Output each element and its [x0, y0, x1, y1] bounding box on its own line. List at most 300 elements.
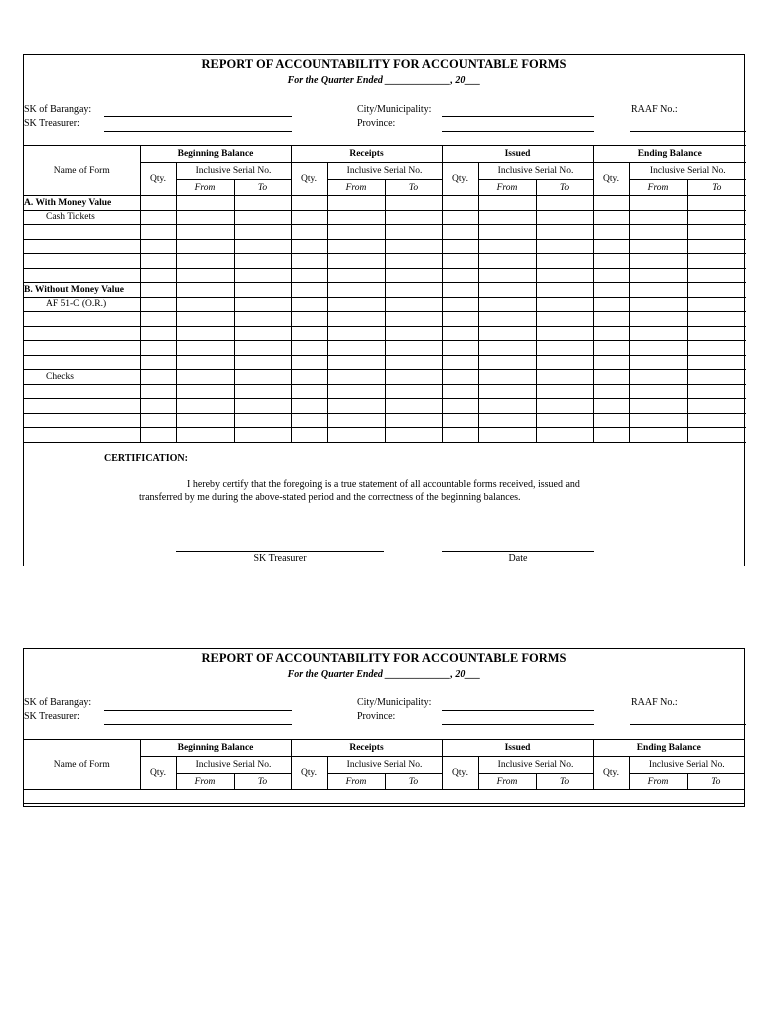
table-cell[interactable] [629, 312, 687, 327]
sk-barangay-field[interactable] [104, 116, 292, 117]
table-cell[interactable] [687, 210, 746, 225]
table-cell[interactable] [536, 399, 593, 414]
table-cell[interactable] [536, 239, 593, 254]
table-cell[interactable] [478, 210, 536, 225]
table-cell[interactable] [593, 283, 629, 298]
table-cell[interactable] [385, 225, 442, 240]
table-cell[interactable] [687, 413, 746, 428]
form-name-cell[interactable] [24, 254, 140, 269]
table-cell[interactable] [536, 370, 593, 385]
table-cell[interactable] [234, 196, 291, 211]
inclusive-serial-header: Inclusive Serial No. [327, 757, 442, 774]
table-cell[interactable] [327, 283, 385, 298]
table-cell[interactable] [687, 196, 746, 211]
table-cell[interactable] [327, 413, 385, 428]
form-name-cell[interactable]: AF 51-C (O.R.) [24, 297, 140, 312]
to-header: To [687, 774, 744, 790]
table-cell[interactable] [140, 370, 176, 385]
date-signature-label: Date [508, 553, 528, 564]
qty-header: Qty. [140, 757, 176, 790]
table-cell[interactable] [327, 428, 385, 443]
from-header: From [176, 180, 234, 196]
sk-treasurer-label: SK Treasurer: [24, 711, 80, 722]
inclusive-serial-header: Inclusive Serial No. [176, 757, 291, 774]
table-cell[interactable] [536, 196, 593, 211]
issued-header: Issued [442, 740, 593, 757]
table-cell[interactable] [327, 254, 385, 269]
to-header: To [234, 774, 291, 790]
table-cell[interactable] [629, 355, 687, 370]
table-cell[interactable] [385, 312, 442, 327]
form-name-cell[interactable]: Cash Tickets [24, 210, 140, 225]
table-cell[interactable] [593, 239, 629, 254]
table-cell[interactable] [536, 428, 593, 443]
table-cell[interactable] [442, 268, 478, 283]
table-cell[interactable] [442, 297, 478, 312]
form-name-cell[interactable] [24, 268, 140, 283]
table-cell[interactable] [327, 399, 385, 414]
table-cell[interactable] [176, 254, 234, 269]
table-cell[interactable] [442, 384, 478, 399]
table-cell[interactable] [536, 283, 593, 298]
table-row[interactable] [24, 428, 746, 443]
beginning-balance-header: Beginning Balance [140, 740, 291, 757]
table-cell[interactable] [478, 268, 536, 283]
table-cell[interactable] [442, 254, 478, 269]
table-cell[interactable] [234, 413, 291, 428]
table-cell[interactable] [385, 384, 442, 399]
table-cell[interactable] [140, 254, 176, 269]
table-row[interactable] [24, 268, 746, 283]
form-name-cell[interactable] [24, 413, 140, 428]
table-cell[interactable] [327, 370, 385, 385]
table-cell[interactable] [478, 341, 536, 356]
table-cell[interactable] [478, 428, 536, 443]
form-name-cell[interactable] [24, 341, 140, 356]
table-cell[interactable] [176, 312, 234, 327]
issued-header: Issued [442, 146, 593, 163]
table-cell[interactable] [687, 312, 746, 327]
table-cell[interactable] [536, 210, 593, 225]
table-cell[interactable] [327, 355, 385, 370]
date-signature-line[interactable] [442, 551, 594, 552]
form-name-cell[interactable]: Checks [24, 370, 140, 385]
table-cell[interactable] [176, 355, 234, 370]
table-cell[interactable] [140, 268, 176, 283]
qty-header: Qty. [442, 757, 478, 790]
table-cell[interactable] [176, 326, 234, 341]
province-label: Province: [357, 118, 396, 129]
table-cell[interactable] [176, 283, 234, 298]
table-cell[interactable] [291, 297, 327, 312]
report-form-2 [23, 648, 745, 807]
table-cell[interactable] [687, 254, 746, 269]
table-cell[interactable] [629, 384, 687, 399]
table-cell[interactable] [234, 254, 291, 269]
form-name-cell[interactable]: B. Without Money Value [24, 283, 140, 298]
table-row[interactable] [24, 341, 746, 356]
table-cell[interactable] [291, 268, 327, 283]
sk-treasurer-signature-label: SK Treasurer [253, 553, 307, 564]
table-cell[interactable] [442, 370, 478, 385]
table-cell[interactable] [478, 225, 536, 240]
table-cell[interactable] [140, 384, 176, 399]
to-header: To [385, 774, 442, 790]
table-row[interactable] [24, 384, 746, 399]
form-name-cell[interactable]: A. With Money Value [24, 196, 140, 211]
table-cell[interactable] [140, 283, 176, 298]
table-cell[interactable] [234, 210, 291, 225]
table-cell[interactable] [536, 355, 593, 370]
table-cell[interactable] [176, 268, 234, 283]
table-row[interactable] [24, 790, 744, 804]
sk-barangay-field[interactable] [104, 710, 292, 711]
table-cell[interactable] [478, 384, 536, 399]
form-name-cell[interactable] [24, 225, 140, 240]
form-name-cell[interactable] [24, 384, 140, 399]
table-cell[interactable] [234, 283, 291, 298]
table-cell[interactable] [327, 225, 385, 240]
table-cell[interactable] [478, 297, 536, 312]
from-header: From [176, 774, 234, 790]
table-cell[interactable] [176, 196, 234, 211]
table-cell[interactable] [291, 370, 327, 385]
table-cell[interactable] [478, 239, 536, 254]
table-cell[interactable] [385, 196, 442, 211]
table-cell[interactable] [478, 326, 536, 341]
qty-header: Qty. [291, 757, 327, 790]
table-cell[interactable] [291, 341, 327, 356]
city-field[interactable] [442, 710, 594, 711]
table-cell[interactable] [536, 254, 593, 269]
form-subtitle: For the Quarter Ended _____________, 20___ [287, 669, 481, 680]
table-cell[interactable] [385, 297, 442, 312]
certification-text [139, 479, 629, 504]
table-cell[interactable] [536, 225, 593, 240]
table-cell[interactable] [140, 239, 176, 254]
form-title: REPORT OF ACCOUNTABILITY FOR ACCOUNTABLE FORMS [201, 651, 567, 665]
table-cell[interactable] [291, 384, 327, 399]
table-cell[interactable] [593, 413, 629, 428]
table-cell[interactable] [234, 297, 291, 312]
table-cell[interactable] [687, 384, 746, 399]
table-row[interactable] [24, 413, 746, 428]
table-cell[interactable] [629, 268, 687, 283]
table-cell[interactable] [536, 384, 593, 399]
table-cell[interactable] [593, 428, 629, 443]
form-name-cell[interactable] [24, 326, 140, 341]
table-cell[interactable] [140, 225, 176, 240]
table-cell[interactable] [629, 399, 687, 414]
table-cell[interactable] [176, 370, 234, 385]
table-cell[interactable] [385, 210, 442, 225]
table-cell[interactable] [629, 283, 687, 298]
accountability-table [24, 739, 744, 804]
table-cell[interactable] [327, 268, 385, 283]
table-cell[interactable] [234, 268, 291, 283]
table-cell[interactable] [442, 239, 478, 254]
form-name-cell[interactable] [24, 312, 140, 327]
table-cell[interactable] [385, 326, 442, 341]
table-cell[interactable] [687, 399, 746, 414]
table-cell[interactable] [593, 297, 629, 312]
table-cell[interactable] [442, 341, 478, 356]
table-cell[interactable] [327, 326, 385, 341]
from-header: From [327, 774, 385, 790]
table-cell[interactable] [629, 341, 687, 356]
table-cell[interactable] [234, 341, 291, 356]
table-cell[interactable] [442, 413, 478, 428]
table-cell[interactable] [593, 384, 629, 399]
beginning-balance-header: Beginning Balance [140, 146, 291, 163]
table-cell[interactable] [687, 355, 746, 370]
table-cell[interactable] [442, 355, 478, 370]
certification-heading: CERTIFICATION: [104, 453, 188, 464]
province-field[interactable] [442, 724, 594, 725]
table-cell[interactable] [478, 196, 536, 211]
row-checks[interactable] [24, 370, 746, 385]
table-cell[interactable] [291, 283, 327, 298]
table-cell[interactable] [442, 283, 478, 298]
qty-header: Qty. [593, 163, 629, 196]
table-cell[interactable] [327, 239, 385, 254]
table-cell[interactable] [687, 239, 746, 254]
inclusive-serial-header: Inclusive Serial No. [327, 163, 442, 180]
table-row[interactable] [24, 225, 746, 240]
table-cell[interactable] [442, 399, 478, 414]
table-cell[interactable] [176, 210, 234, 225]
table-cell[interactable] [593, 254, 629, 269]
table-cell[interactable] [536, 268, 593, 283]
table-row[interactable] [24, 355, 746, 370]
table-cell[interactable] [140, 297, 176, 312]
sk-barangay-label: SK of Barangay: [24, 697, 92, 708]
table-cell[interactable] [140, 413, 176, 428]
table-cell[interactable] [140, 312, 176, 327]
qty-header: Qty. [593, 757, 629, 790]
table-cell[interactable] [536, 297, 593, 312]
table-cell[interactable] [234, 225, 291, 240]
sk-treasurer-label: SK Treasurer: [24, 118, 80, 129]
table-cell[interactable] [687, 268, 746, 283]
table-cell[interactable] [140, 355, 176, 370]
raaf-field[interactable] [630, 724, 746, 725]
table-cell[interactable] [327, 196, 385, 211]
to-header: To [385, 180, 442, 196]
report-form-1 [23, 54, 745, 566]
table-cell[interactable] [291, 413, 327, 428]
from-header: From [327, 180, 385, 196]
form-subtitle: For the Quarter Ended _____________, 20___ [287, 75, 481, 86]
table-cell[interactable] [176, 413, 234, 428]
to-header: To [536, 180, 593, 196]
table-cell[interactable] [291, 225, 327, 240]
table-row[interactable] [24, 326, 746, 341]
row-with-money-value[interactable] [24, 196, 746, 211]
table-cell[interactable] [629, 239, 687, 254]
sk-treasurer-field[interactable] [104, 131, 292, 132]
table-row[interactable] [24, 312, 746, 327]
table-cell[interactable] [291, 196, 327, 211]
table-cell[interactable] [478, 312, 536, 327]
table-cell[interactable] [629, 413, 687, 428]
table-cell[interactable] [234, 326, 291, 341]
table-cell[interactable] [140, 210, 176, 225]
table-cell[interactable] [593, 312, 629, 327]
table-cell[interactable] [140, 428, 176, 443]
from-header: From [629, 180, 687, 196]
table-row[interactable] [24, 399, 746, 414]
table-cell[interactable] [687, 297, 746, 312]
table-cell[interactable] [442, 428, 478, 443]
table-cell[interactable] [536, 326, 593, 341]
table-cell[interactable] [291, 239, 327, 254]
table-cell[interactable] [629, 196, 687, 211]
table-cell[interactable] [140, 341, 176, 356]
table-cell[interactable] [687, 370, 746, 385]
table-cell[interactable] [593, 210, 629, 225]
table-cell[interactable] [687, 326, 746, 341]
table-cell[interactable] [629, 225, 687, 240]
table-cell[interactable] [234, 312, 291, 327]
table-cell[interactable] [327, 341, 385, 356]
table-cell[interactable] [442, 312, 478, 327]
table-cell[interactable] [176, 239, 234, 254]
table-cell[interactable] [385, 355, 442, 370]
table-cell[interactable] [593, 326, 629, 341]
table-cell[interactable] [385, 428, 442, 443]
table-cell[interactable] [291, 326, 327, 341]
table-cell[interactable] [442, 210, 478, 225]
table-cell[interactable] [385, 283, 442, 298]
province-field[interactable] [442, 131, 594, 132]
table-row[interactable] [24, 239, 746, 254]
table-cell[interactable] [629, 297, 687, 312]
table-cell[interactable] [687, 341, 746, 356]
sk-treasurer-field[interactable] [104, 724, 292, 725]
table-cell[interactable] [291, 210, 327, 225]
province-label: Province: [357, 711, 396, 722]
table-cell[interactable] [687, 283, 746, 298]
table-cell[interactable] [176, 399, 234, 414]
table-cell[interactable] [478, 399, 536, 414]
table-cell[interactable] [687, 428, 746, 443]
table-cell[interactable] [327, 312, 385, 327]
table-cell[interactable] [629, 326, 687, 341]
table-cell[interactable] [176, 297, 234, 312]
table-cell[interactable] [234, 399, 291, 414]
raaf-label: RAAF No.: [631, 104, 678, 115]
table-cell[interactable] [176, 428, 234, 443]
table-cell[interactable] [234, 428, 291, 443]
table-cell[interactable] [291, 355, 327, 370]
table-cell[interactable] [593, 196, 629, 211]
table-cell[interactable] [629, 370, 687, 385]
table-cell[interactable] [234, 384, 291, 399]
table-cell[interactable] [687, 225, 746, 240]
form-name-cell[interactable] [24, 355, 140, 370]
table-cell[interactable] [385, 268, 442, 283]
table-cell[interactable] [536, 312, 593, 327]
from-header: From [478, 774, 536, 790]
table-cell[interactable] [536, 341, 593, 356]
row-without-money-value[interactable] [24, 283, 746, 298]
table-cell[interactable] [176, 341, 234, 356]
raaf-field[interactable] [630, 131, 746, 132]
table-cell[interactable] [176, 225, 234, 240]
table-cell[interactable] [478, 413, 536, 428]
table-cell[interactable] [385, 254, 442, 269]
from-header: From [629, 774, 687, 790]
table-cell[interactable] [234, 239, 291, 254]
table-cell[interactable] [176, 384, 234, 399]
table-cell[interactable] [593, 225, 629, 240]
row-cash-tickets[interactable] [24, 210, 746, 225]
table-cell[interactable] [140, 196, 176, 211]
table-cell[interactable] [327, 297, 385, 312]
table-cell[interactable] [291, 399, 327, 414]
table-cell[interactable] [629, 210, 687, 225]
to-header: To [234, 180, 291, 196]
form-name-cell[interactable] [24, 428, 140, 443]
from-header: From [478, 180, 536, 196]
table-cell[interactable] [536, 413, 593, 428]
table-cell[interactable] [385, 413, 442, 428]
table-cell[interactable] [478, 355, 536, 370]
table-cell[interactable] [140, 326, 176, 341]
table-cell[interactable] [291, 312, 327, 327]
table-cell[interactable] [593, 370, 629, 385]
table-cell[interactable] [442, 326, 478, 341]
inclusive-serial-header: Inclusive Serial No. [176, 163, 291, 180]
table-cell[interactable] [385, 239, 442, 254]
table-cell[interactable] [442, 225, 478, 240]
table-cell[interactable] [327, 210, 385, 225]
to-header: To [536, 774, 593, 790]
table-cell[interactable] [385, 341, 442, 356]
table-cell[interactable] [234, 370, 291, 385]
name-of-form-header: Name of Form [24, 146, 140, 196]
name-of-form-header: Name of Form [24, 740, 140, 790]
table-cell[interactable] [385, 370, 442, 385]
table-cell[interactable] [593, 341, 629, 356]
table-cell[interactable] [629, 254, 687, 269]
row-af51c[interactable] [24, 297, 746, 312]
table-cell[interactable] [234, 355, 291, 370]
table-cell[interactable] [593, 268, 629, 283]
city-label: City/Municipality: [357, 697, 432, 708]
table-cell[interactable] [593, 399, 629, 414]
table-cell[interactable] [140, 399, 176, 414]
table-row[interactable] [24, 254, 746, 269]
ending-balance-header: Ending Balance [593, 740, 744, 757]
table-cell[interactable] [593, 355, 629, 370]
table-cell[interactable] [385, 399, 442, 414]
table-cell[interactable] [629, 428, 687, 443]
form-name-cell[interactable] [24, 239, 140, 254]
form-name-cell[interactable] [24, 399, 140, 414]
table-cell[interactable] [478, 370, 536, 385]
table-cell[interactable] [478, 254, 536, 269]
table-cell[interactable] [291, 428, 327, 443]
table-cell[interactable] [327, 384, 385, 399]
table-cell[interactable] [478, 283, 536, 298]
city-field[interactable] [442, 116, 594, 117]
table-cell[interactable] [442, 196, 478, 211]
sk-treasurer-signature-line[interactable] [176, 551, 384, 552]
inclusive-serial-header: Inclusive Serial No. [478, 163, 593, 180]
table-cell[interactable] [291, 254, 327, 269]
